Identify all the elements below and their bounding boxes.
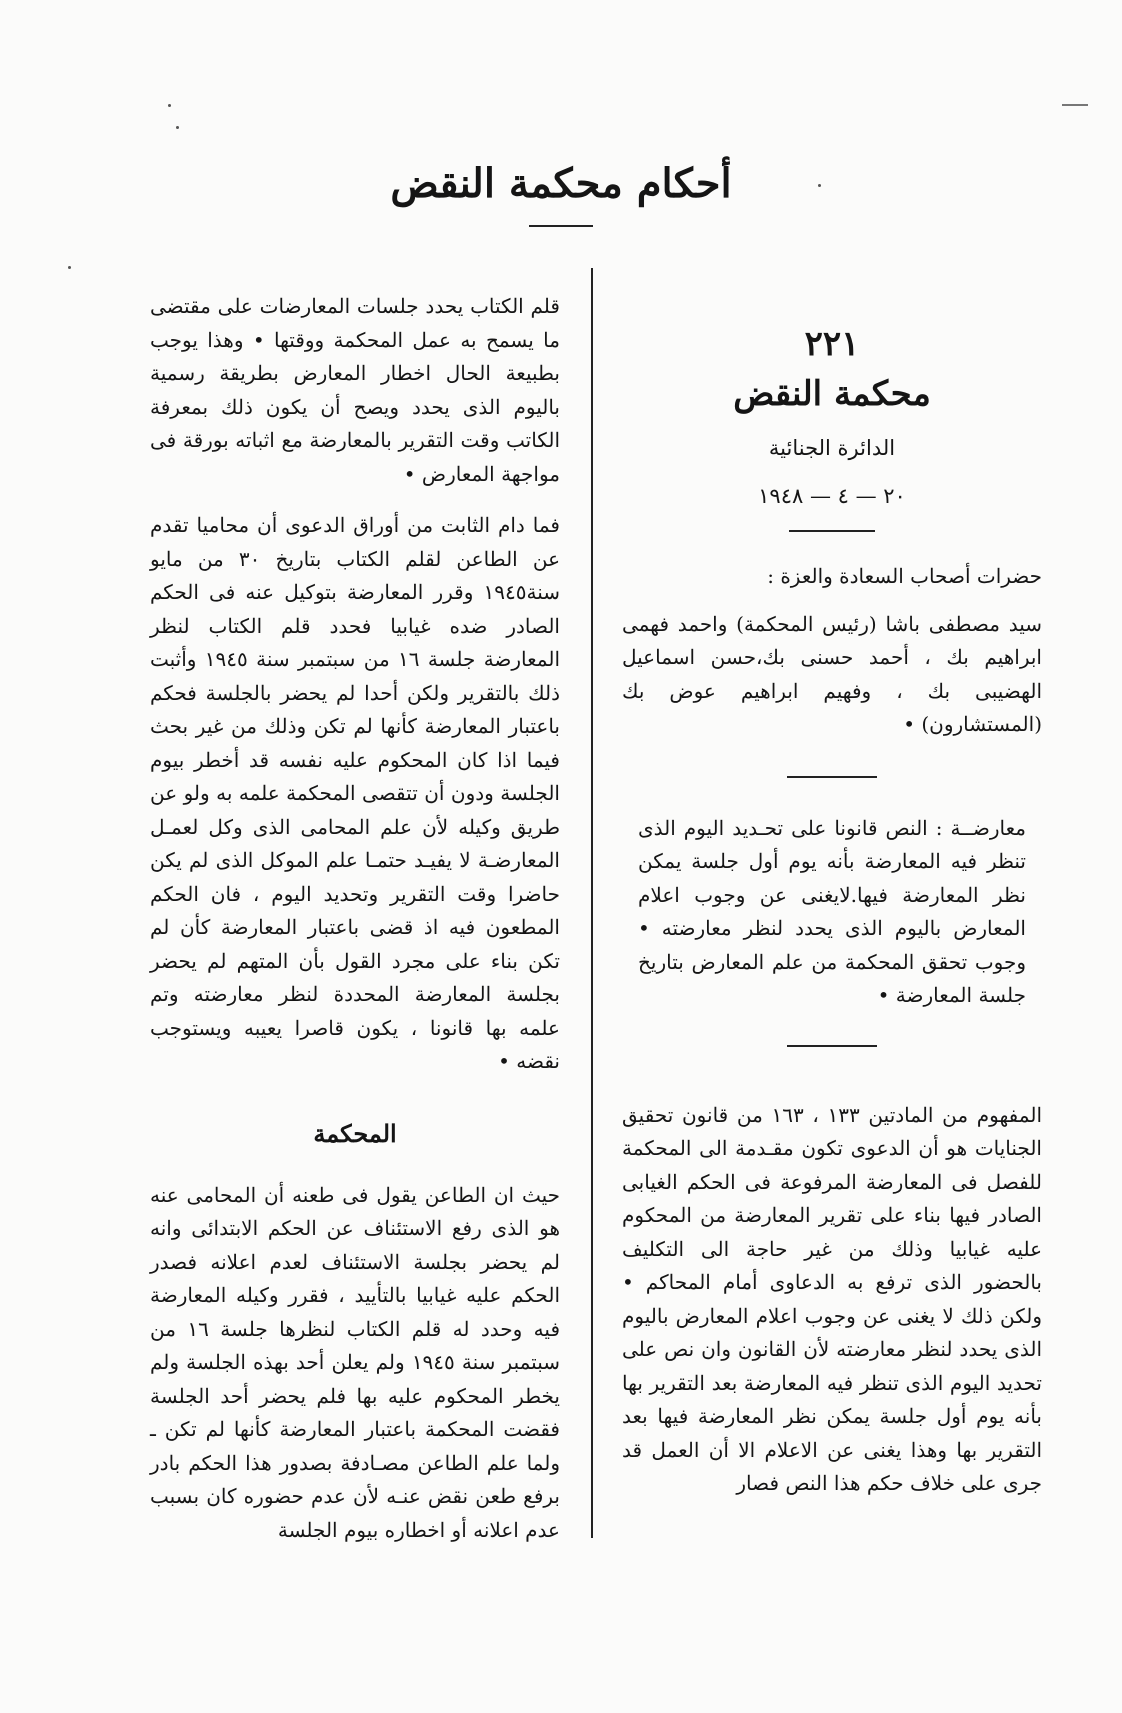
attendees-intro: حضرات أصحاب السعادة والعزة : — [767, 564, 1042, 588]
body-paragraph: حيث ان الطاعن يقول فى طعنه أن المحامى عنه هو الذى رفع الاستئناف عن الحكم الابتدائى وانه لم يحضر بجلسة الاستئناف لعدم اعلانه فصدر الحكم عليه غيابيا بالتأييد ، فقرر وكيله المعارضة فيه وحدد له قلم الكتاب لنظرها جلسة ١٦ من سبتمبر سنة ١٩٤٥ ولم يعلن أحد بهذه الجلسة ولم يخطر المحكوم عليه بها فلم يحضر أحد الجلسة فقضت المحكمة باعتبار المعارضة كأنها لم تكن ـ ولما علم الطاعن مصـادفة بصدور هذا الحكم بادر برفع طعن نقض عنـه لأن عدم حضوره كان بسبب عدم اعلانه أو اخطاره بيوم الجلسة — [150, 1182, 560, 1542]
page-header — [0, 160, 1122, 227]
court-name: محكمة النقض — [733, 374, 931, 414]
header-rule — [529, 225, 593, 227]
section-heading: المحكمة — [313, 1118, 397, 1148]
right-column — [622, 322, 1042, 1501]
body-paragraph: قلم الكتاب يحدد جلسات المعارضات على مقتضى ما يسمح به عمل المحكمة ووقتها • وهذا يوجب بطبيعة الحال اخطار المعارض بطريقة رسمية باليوم الذى يحدد ويصح أن يكون ذلك بمعرفة الكاتب وقت التقرير بالمعارضة مع اثباته بورقة فى مواجهة المعارض • — [150, 294, 560, 486]
running-title: أحكام محكمة النقض — [390, 160, 732, 207]
scan-mark — [1062, 104, 1088, 106]
date-rule — [789, 530, 875, 532]
scan-speck — [168, 104, 171, 107]
body-paragraph: فما دام الثابت من أوراق الدعوى أن محاميا تقدم عن الطاعن لقلم الكتاب بتاريخ ٣٠ من مايو سنة١٩٤٥ وقرر المعارضة بتوكيل عنه فى الحكم الصادر ضده غيابيا فحدد قلم الكتاب لنظر المعارضة جلسة ١٦ من سبتمبر سنة ١٩٤٥ وأثبت ذلك بالتقرير ولكن أحدا لم يحضر بالجلسة فحكم باعتبار المعارضة كأنها لم تكن وذلك من غير بحث فيما اذا كان المحكوم عليه نفسه قد أخطر بيوم الجلسة ودون أن تتقصى المحكمة علمه به ولو عن طريق وكيله لأن علم المحامى الذى وكل لعمـل المعارضـة لا يفيـد حتمـا علم الموكل الذى لم يكن حاضرا وقت التقرير وتحديد اليوم ، فان الحكم المطعون فيه اذ قضى باعتبار المعارضة كأن لم تكن بناء على مجرد القول بأن المتهم لم يحضر بجلسة المعارضة المحددة لنظر معارضته وتم علمه بها قانونا ، يكون قاصرا يعيبه ويستوجب نقضه • — [150, 513, 561, 1073]
body-paragraph: المفهوم من المادتين ١٣٣ ، ١٦٣ من قانون تحقيق الجنايات هو أن الدعوى تكون مقـدمة الى المحكمة للفصل فى المعارضة المرفوعة فى الحكم الغيابى الصادر فيها بناء على تقرير المعارضة من المحكوم عليه غيابيا وذلك من غير حاجة الى التكليف بالحضور الذى ترفع به الدعاوى أمام المحاكم • ولكن ذلك لا يغنى عن وجوب اعلام المعارض باليوم الذى يحدد لنظر معارضته لأن القانون وان نص على تحديد اليوم الذى تنظر فيه المعارضة بعد التقرير بها بأنه يوم أول جلسة يمكن نظر المعارضة فيها بعد التقرير بها وهذا يغنى عن الاعلام الا أن العمل قد جرى على خلاف حكم هذا النص فصار — [622, 1102, 1043, 1495]
headnote: معارضــة : النص قانونا على تحـديد اليوم الذى تنظر فيه المعارضة بأنه يوم أول جلسة يمكن نظر المعارضة فيها.لايغنى عن وجوب اعلام المعارض باليوم الذى يحدد لنظر معارضته • وجوب تحقق المحكمة من علم المعارض بتاريخ جلسة المعارضة • — [638, 815, 1026, 1007]
section-rule — [787, 776, 877, 778]
circuit-name: الدائرة الجنائية — [768, 436, 896, 460]
scan-speck — [176, 126, 179, 129]
section-rule — [787, 1045, 877, 1047]
case-number: ٢٢١ — [804, 324, 860, 364]
left-column — [150, 290, 560, 1547]
scan-speck — [68, 266, 71, 269]
case-date: ٢٠ — ٤ — ١٩٤٨ — [758, 484, 906, 508]
column-divider — [591, 268, 593, 1538]
attendees-list: سيد مصطفى باشا (رئيس المحكمة) واحمد فهمى ابراهيم بك ، أحمد حسنى بك،حسن اسماعيل الهضيبى بك ، وفهيم ابراهيم عوض بك (المستشارون) • — [622, 611, 1042, 736]
